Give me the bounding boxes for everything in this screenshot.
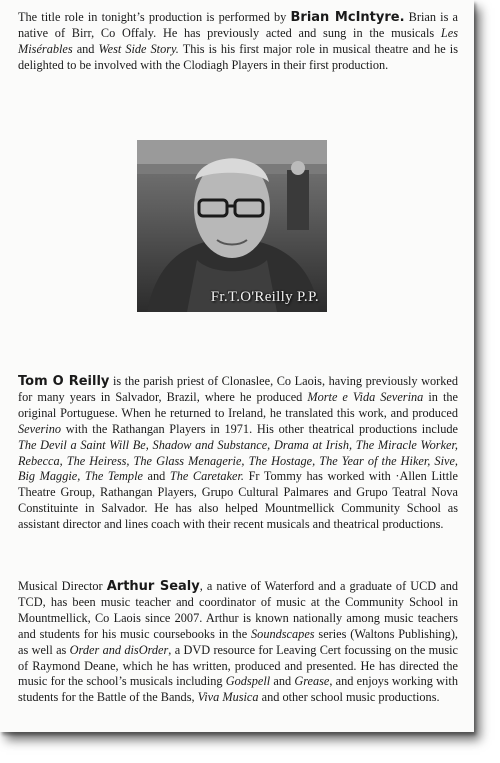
page-bottom-edge [0, 724, 474, 732]
bio-text: The title role in tonight’s production is performed by [18, 10, 291, 24]
bio-text: Fr Tommy has worked with ·Allen Little Theatre Group, Rathangan Players, Grupo Cultural Palmares and Grupo Teatral Nova Constituinte in Salvador. He has also helped Mountmellick Community School as assistant director and lines coach with their recent musicals and theatrical productions. [18, 469, 458, 532]
play-title: The Caretaker. [169, 469, 244, 484]
bio-text: in the original Portuguese. When he returned to Ireland, he translated this work, and produced [18, 389, 458, 420]
performer-name: Brian McIntyre. [290, 10, 405, 25]
dvd-title: Order and disOrder [69, 642, 169, 657]
musical-title: Les Misérables [18, 25, 458, 56]
tom-oreilly-bio [18, 374, 458, 533]
bio-text: Brian is a native of Birr, Co Offaly. He has previously acted and sung in the musicals [18, 10, 459, 40]
play-title: Morte e Vida Severina [307, 389, 424, 404]
bio-text: , a native of Waterford and a graduate of UCD and TCD, has been music teacher and coordinator of music at the Community School in Mountmellick, Co Laois since 2007. Arthur is known nationally among music teachers and students for his music coursebooks in the [18, 579, 459, 641]
series-title: Soundscapes [251, 626, 315, 641]
photo-caption: Fr.T.O'Reilly P.P. [210, 289, 319, 305]
play-title: Severino [18, 421, 62, 436]
arthur-sealy-bio [18, 579, 458, 706]
musical-title: West Side Story. [98, 41, 179, 56]
play-titles: The Devil a Saint Will Be, Shadow and Substance, Drama at Irish, The Miracle Worker, Rebecca, The Heiress, The Glass Menagerie, The Hostage, The Year of the Hiker, Sive, Big Maggie, The Temple [18, 437, 458, 484]
bio-text: , a DVD resource for Leaving Cert focussing on the music of Raymond Deane, which he has written, produced and presented. He has directed the music for the school’s musicals including [18, 642, 458, 689]
bio-text: This is his first major role in musical theatre and he is delighted to be involved with the Clodiagh Players in their first production. [18, 41, 458, 72]
bio-text: is the parish priest of Clonaslee, Co Laois, having previously worked for many years in Salvador, Brazil, where he produced [18, 374, 458, 404]
bio-text: with the Rathangan Players in 1971. His other theatrical productions include [61, 421, 458, 436]
event-title: Viva Musica [197, 690, 259, 705]
brian-mcintyre-bio [18, 10, 458, 74]
bio-text: series (Waltons Publishing), as well as [18, 626, 458, 657]
bio-text: and [72, 41, 99, 56]
bio-text: , and enjoys working with students for the Battle of the Bands, [18, 674, 458, 705]
director-name: Tom O Reilly [18, 374, 110, 389]
portrait-image [137, 140, 327, 312]
bio-text: Musical Director [18, 579, 107, 593]
musical-director-name: Arthur Sealy [106, 579, 200, 594]
musical-title: Godspell [225, 674, 271, 689]
musical-title: Grease [294, 674, 330, 689]
bio-text: and other school music productions. [258, 690, 440, 705]
bio-text: and [142, 469, 170, 484]
bio-text: and [270, 674, 295, 689]
portrait-photo [137, 140, 327, 312]
